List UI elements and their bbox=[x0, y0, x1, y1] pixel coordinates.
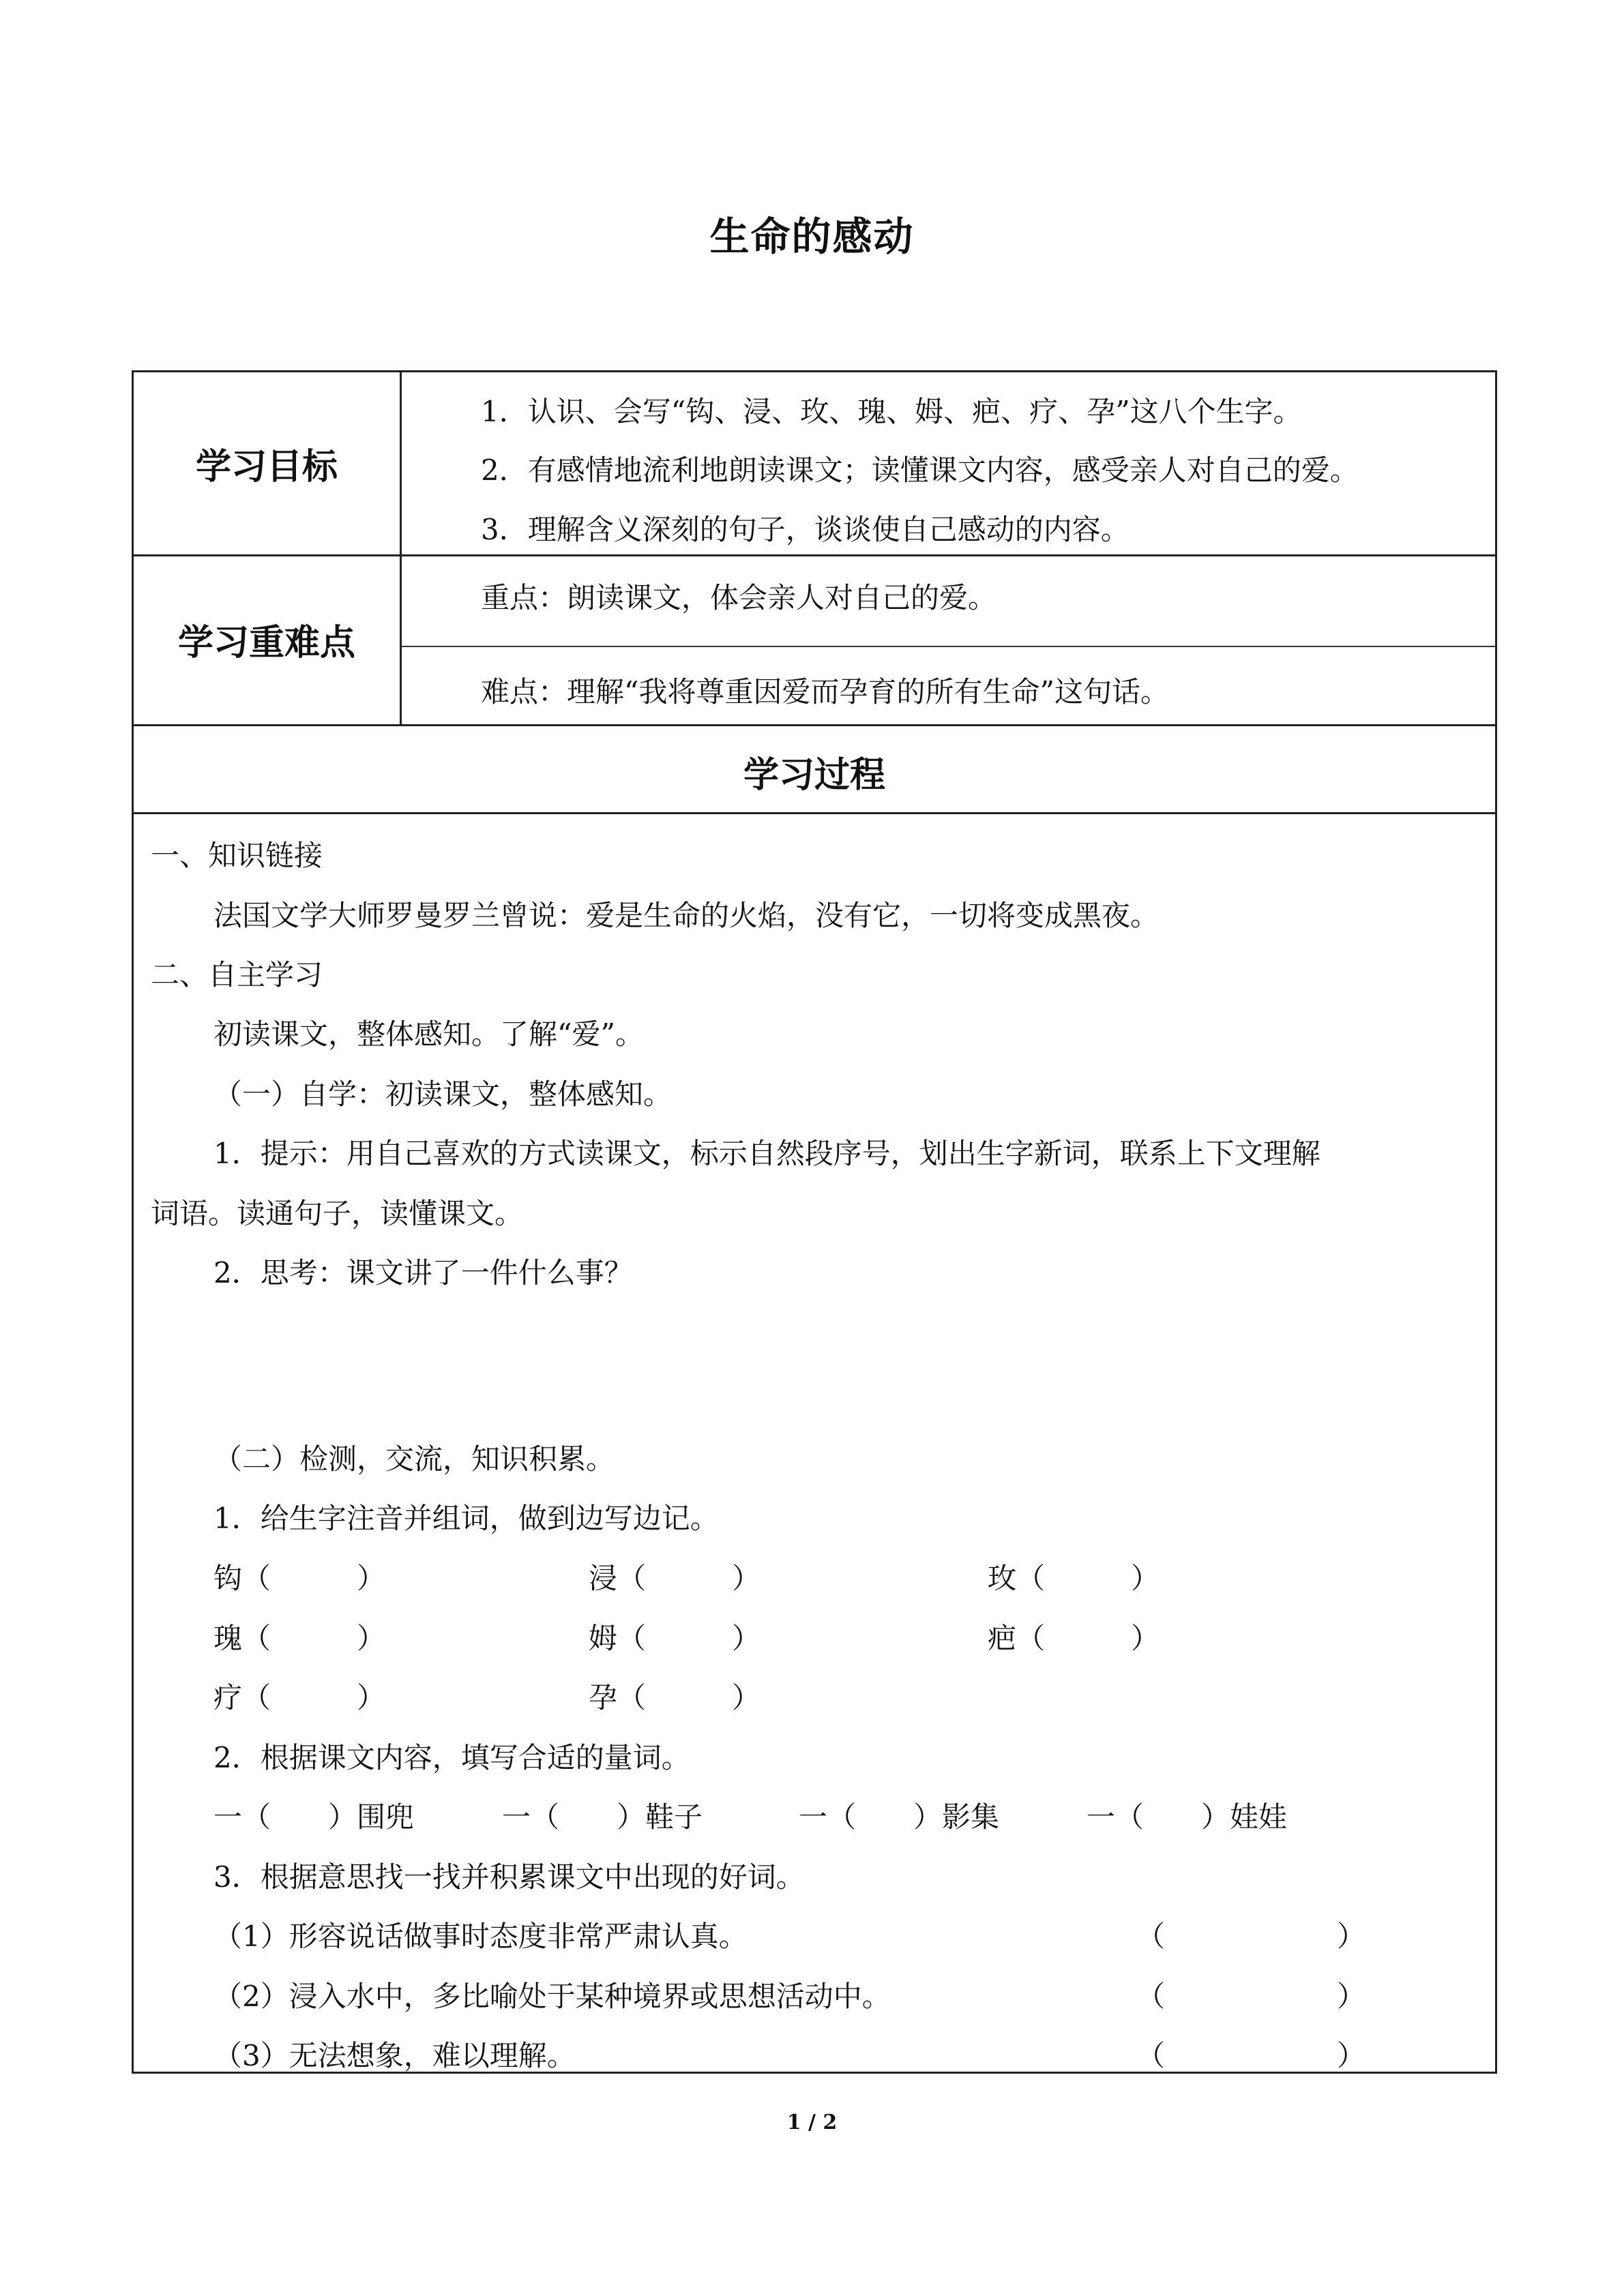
sub2-item3: 3．根据意思找一找并积累课文中出现的好词。 bbox=[213, 1860, 805, 1894]
page-title: 生命的感动 bbox=[709, 213, 915, 260]
row-divider-process bbox=[134, 812, 1495, 814]
char-blank[interactable]: 孕（ ） bbox=[589, 1681, 761, 1714]
vocab-item-blank[interactable]: （ ） bbox=[1136, 1980, 1366, 2013]
char-blank[interactable]: 疤（ ） bbox=[988, 1622, 1160, 1655]
vocab-item-blank[interactable]: （ ） bbox=[1136, 1920, 1366, 1953]
key-points-label: 学习重难点 bbox=[177, 623, 355, 664]
process-label: 学习过程 bbox=[743, 755, 885, 796]
char-blank[interactable]: 瑰（ ） bbox=[213, 1622, 386, 1655]
objective-item-3: 3．理解含义深刻的句子，谈谈使自己感动的内容。 bbox=[481, 513, 1130, 546]
measure-word-blank[interactable]: 一（ ）围兜 bbox=[213, 1800, 415, 1834]
section2-title: 二、自主学习 bbox=[151, 958, 323, 992]
vocab-item-text: （1）形容说话做事时态度非常严肃认真。 bbox=[213, 1920, 748, 1953]
objective-item-1: 1．认识、会写“钩、浸、玫、瑰、姆、疤、疗、孕”这八个生字。 bbox=[481, 395, 1302, 428]
row-divider-difficulty bbox=[134, 724, 1495, 726]
column-divider bbox=[400, 372, 402, 724]
sub2-title: （二）检测，交流，知识积累。 bbox=[213, 1442, 615, 1476]
sub1-item1-line1: 1．提示：用自己喜欢的方式读课文，标示自然段序号，划出生字新词，联系上下文理解 bbox=[213, 1137, 1320, 1170]
vocab-item-text: （2）浸入水中，多比喻处于某种境界或思想活动中。 bbox=[213, 1980, 891, 2013]
sub1-item1-line2: 词语。读通句子，读懂课文。 bbox=[151, 1197, 524, 1230]
section1-title: 一、知识链接 bbox=[151, 839, 323, 872]
page-number: 1 / 2 bbox=[786, 2111, 838, 2134]
measure-word-blank[interactable]: 一（ ）娃娃 bbox=[1087, 1800, 1288, 1834]
row-divider-keypoints bbox=[402, 646, 1495, 647]
key-point-difficulty: 难点：理解“我将尊重因爱而孕育的所有生命”这句话。 bbox=[481, 675, 1169, 709]
sub2-item2: 2．根据课文内容，填写合适的量词。 bbox=[213, 1741, 690, 1774]
char-blank[interactable]: 浸（ ） bbox=[589, 1562, 761, 1595]
section1-text: 法国文学大师罗曼罗兰曾说：爱是生命的火焰，没有它，一切将变成黑夜。 bbox=[213, 899, 1160, 932]
char-blank[interactable]: 钩（ ） bbox=[213, 1562, 386, 1595]
char-blank[interactable]: 疗（ ） bbox=[213, 1681, 386, 1714]
measure-word-blank[interactable]: 一（ ）影集 bbox=[799, 1800, 1000, 1834]
key-point-focus: 重点：朗读课文，体会亲人对自己的爱。 bbox=[481, 581, 997, 614]
objective-item-2: 2．有感情地流利地朗读课文；读懂课文内容，感受亲人对自己的爱。 bbox=[481, 453, 1359, 487]
measure-word-blank[interactable]: 一（ ）鞋子 bbox=[502, 1800, 703, 1834]
char-blank[interactable]: 玫（ ） bbox=[988, 1562, 1160, 1595]
objectives-label: 学习目标 bbox=[195, 447, 338, 488]
sub1-title: （一）自学：初读课文，整体感知。 bbox=[213, 1077, 673, 1111]
sub2-item1: 1．给生字注音并组词，做到边写边记。 bbox=[213, 1502, 719, 1535]
worksheet-table bbox=[132, 370, 1497, 2074]
vocab-item-blank[interactable]: （ ） bbox=[1136, 2039, 1366, 2072]
section2-intro: 初读课文，整体感知。了解“爱”。 bbox=[213, 1017, 644, 1051]
vocab-item-text: （3）无法想象，难以理解。 bbox=[213, 2039, 576, 2072]
sub1-item2: 2．思考：课文讲了一件什么事？ bbox=[213, 1256, 633, 1289]
char-blank[interactable]: 姆（ ） bbox=[589, 1622, 761, 1655]
